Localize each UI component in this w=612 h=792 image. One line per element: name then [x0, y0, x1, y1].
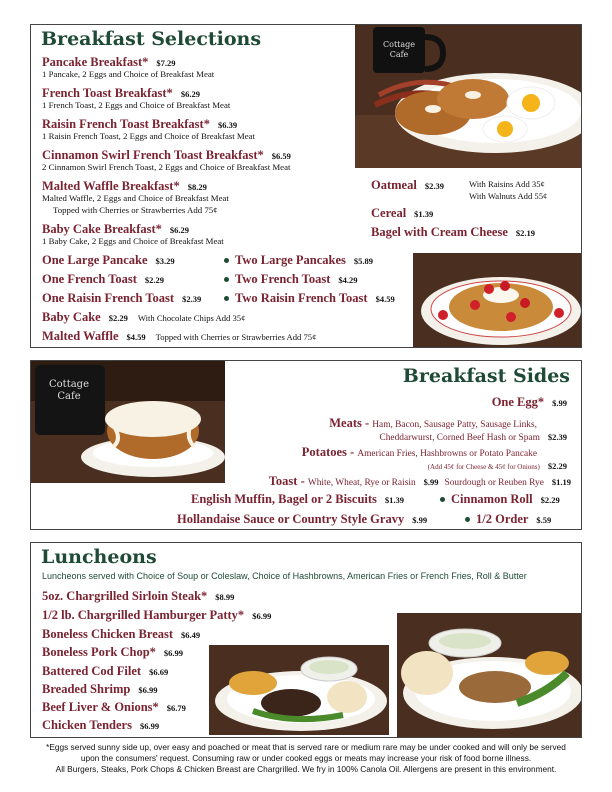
menu-item: Two French Toast $4.29	[224, 270, 358, 288]
bullet-icon	[224, 277, 229, 282]
breakfast-section: Breakfast Selections Cottage Cafe Pancake Breakfast* $7.29 1 Pancake, 2 Eggs and Choice of Breakfast Meat French Toast Breakfast* $6.29 1 French Toast, 2 Eggs and Choice of Breakfast Meat Raisin French Toast Breakfast* $6.39 1 Raisin French Toast, 2 Eggs and Choice of Breakfast Meat Cinnamon Swirl French Toast Breakfast* $6.59 2 Cinnamon Swirl French Toast, 2 Eggs and Choice of Breakfast Meat Malted Waffle Breakfast* $8.29 Malted Waffle, 2 Eggs and Choice of Breakfast Meat Topped with Cherries or Strawberries Add 75¢ Baby Cake Breakfast* $6.29 1 Baby Cake, 2 Eggs and Choice of Breakfast Meat Oatmeal $2.39 With Raisins Add 35¢ With Walnuts Add 55¢ Cereal $1.39 Bagel with Cream Cheese $2.19 One Large Pancake $3.29 One French Toast $2.29 One Raisin French Toast $2.39 Two Large Pancakes $5.89 Two French Toast $4.29 Two Raisin French Toast $4.59 Baby Cake $2.29 With Chocolate Chips Add 35¢ Malted Waffle $4.59 Topped with Cherries or Strawberries Add 75¢	[30, 24, 582, 348]
menu-item: Two Large Pancakes $5.89	[224, 251, 373, 269]
side-potatoes: Potatoes - American Fries, Hashbrowns or Potato Pancake	[301, 445, 537, 459]
side-cinnamon-roll: Cinnamon Roll $2.29	[440, 490, 560, 508]
bullet-icon	[440, 497, 445, 502]
side-half-order: 1/2 Order $.59	[465, 510, 551, 528]
menu-item: Cinnamon Swirl French Toast Breakfast* $6.59	[42, 148, 291, 162]
menu-item-cereal: Cereal $1.39	[371, 206, 434, 220]
bullet-icon	[465, 517, 470, 522]
menu-item: French Toast Breakfast* $6.29	[42, 86, 200, 100]
menu-item: Boneless Chicken Breast $6.49	[42, 627, 201, 641]
mug-logo-text: Cottage	[383, 40, 415, 49]
hamburger-plate-photo	[209, 645, 389, 735]
footer-disclaimer: *Eggs served sunny side up, over easy and poached or meat that is served rare or medium rare may be under cooked and will only be served upon the consumers' request. Consuming raw or under cooked eggs or meats may increase your risk of food borne illness. All Burgers, Steaks, Pork Chops & Chicken Breast are Chargrilled. We fry in 100% Canola Oil. Allergens are present in this environment.	[46, 742, 566, 774]
menu-item: 1/2 lb. Chargrilled Hamburger Patty* $6.99	[42, 608, 272, 622]
menu-item: Breaded Shrimp $6.99	[42, 682, 158, 696]
luncheons-title: Luncheons	[41, 546, 157, 568]
sides-section: Cottage Cafe Breakfast Sides One Egg* $.99 Meats - Ham, Bacon, Sausage Patty, Sausage Links, Cheddarwurst, Corned Beef Hash or Spam $2.39 Potatoes - American Fries, Hashbrowns or Potato Pancake (Add 45¢ for Cheese & 45¢ for Onions) $2.29 Toast - White, Wheat, Rye or Raisin $.99 Sourdough or Reuben Rye $1.19 English Muffin, Bagel or 2 Biscuits $1.39 Cinnamon Roll $2.29 Hollandaise Sauce or Country Style Gravy $.99 1/2 Order $.59	[30, 360, 582, 530]
cinnamon-roll-photo	[31, 361, 225, 483]
menu-item: Malted Waffle Breakfast* $8.29	[42, 179, 207, 193]
side-muffin: English Muffin, Bagel or 2 Biscuits $1.39	[191, 492, 405, 506]
menu-item: Two Raisin French Toast $4.59	[224, 289, 395, 307]
grilled-chicken-plate-photo	[397, 613, 582, 737]
luncheons-subtitle: Luncheons served with Choice of Soup or Coleslaw, Choice of Hashbrowns, American Fries or French Fries, Roll & Butter	[42, 571, 527, 581]
menu-item: 5oz. Chargrilled Sirloin Steak* $8.99	[42, 589, 235, 603]
breakfast-title: Breakfast Selections	[41, 28, 262, 50]
bullet-icon	[224, 296, 229, 301]
menu-item: One French Toast $2.29	[42, 272, 165, 286]
waffle-photo	[413, 253, 582, 348]
menu-item: Raisin French Toast Breakfast* $6.39	[42, 117, 238, 131]
sides-title: Breakfast Sides	[402, 365, 570, 387]
svg-text:Cafe: Cafe	[57, 391, 81, 402]
menu-item: One Raisin French Toast $2.39	[42, 291, 202, 305]
menu-item: Boneless Pork Chop* $6.99	[42, 645, 184, 659]
luncheons-section	[30, 542, 582, 738]
side-one-egg: One Egg* $.99	[491, 395, 567, 409]
french-toast-photo	[355, 25, 582, 168]
menu-item: Chicken Tenders $6.99	[42, 718, 160, 732]
menu-item-bagel: Bagel with Cream Cheese $2.19	[371, 225, 536, 239]
menu-item-oatmeal: Oatmeal $2.39	[371, 178, 444, 192]
svg-text:Cottage: Cottage	[49, 379, 89, 390]
side-toast: Toast - White, Wheat, Rye or Raisin $.99 Sourdough or Reuben Rye $1.19	[268, 474, 571, 488]
menu-item: Battered Cod Filet $6.69	[42, 664, 169, 678]
menu-item: Baby Cake Breakfast* $6.29	[42, 222, 190, 236]
menu-item: Beef Liver & Onions* $6.79	[42, 700, 186, 714]
side-sauce: Hollandaise Sauce or Country Style Gravy $.99	[177, 512, 428, 526]
menu-item-malted-waffle: Malted Waffle $4.59 Topped with Cherries or Strawberries Add 75¢	[42, 329, 317, 343]
menu-item: Pancake Breakfast* $7.29	[42, 55, 176, 69]
menu-item: One Large Pancake $3.29	[42, 253, 175, 267]
menu-item-baby-cake: Baby Cake $2.29 With Chocolate Chips Add 35¢	[42, 310, 246, 324]
side-meats: Meats - Ham, Bacon, Sausage Patty, Sausage Links,	[329, 416, 537, 430]
svg-text:Cafe: Cafe	[389, 50, 409, 59]
bullet-icon	[224, 258, 229, 263]
